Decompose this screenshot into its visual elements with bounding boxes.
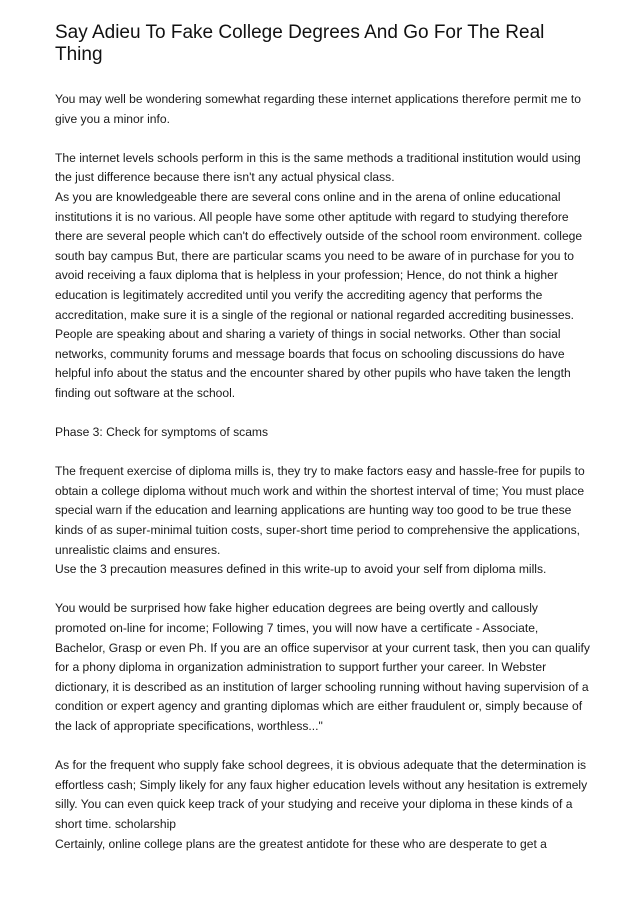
paragraph-diploma-mills: The frequent exercise of diploma mills is, they try to make factors easy and hassle-free for pupils to obtain a college diploma without much work and within the shortest interval of time; You must place special warn if the education and learning applications are hunting way too good to be true these kinds of as super-minimal tuition costs, super-short time period to comprehensive the applications, unrealistic claims and ensures. (55, 464, 585, 557)
paragraph-fake-degrees: You would be surprised how fake higher education degrees are being overtly and callously promoted on-line for income; Following 7 times, you will now have a certificate - Associate, Bachelor, Grasp or even Ph. If you are an office supervisor at your current task, then you can qualify for a phony diploma in organization administration to support further your career. In Webster dictionary, it is described as an institution of larger schooling running without having supervision of a condition or expert agency and granting diplomas which are either fraudulent or, simply because of the lack of appropriate specifications, worthless..." (55, 601, 590, 733)
paragraph-phase-heading: Phase 3: Check for symptoms of scams (55, 425, 269, 440)
paragraph-online-plans: Certainly, online college plans are the greatest antidote for these who are desperate to get a (55, 836, 547, 851)
document-title: Say Adieu To Fake College Degrees And Go For The Real Thing (55, 22, 545, 65)
paragraph-intro: You may well be wondering somewhat regarding these internet applications therefore permit me to give you a minor info. (55, 92, 581, 126)
paragraph-online-schools: The internet levels schools perform in this is the same methods a traditional institution would using the just difference because there isn't any actual physical class. (55, 150, 581, 185)
document-page (55, 22, 590, 854)
paragraph-frequent-suppliers: As for the frequent who supply fake school degrees, it is obvious adequate that the determination is effortless cash; Simply likely for any faux higher education levels without any hesitation is extremely silly. You can even quick keep track of your studying and receive your diploma in these kinds of a short time. scholarship (55, 758, 588, 831)
paragraph-precaution: Use the 3 precaution measures defined in this write-up to avoid your self from diploma mills. (55, 562, 547, 577)
paragraph-scams-online: As you are knowledgeable there are several cons online and in the arena of online educational institutions it is no various. All people have some other aptitude with regard to studying therefore there are several people which can't do effectively outside of the school room environment. college south bay campus But, there are particular scams you need to be aware of in purchase for you to avoid receiving a faux diploma that is helpless in your profession; Hence, do not think a higher education is legitimately accredited until you verify the accrediting agency that performs the accreditation, make sure it is a single of the regional or national regarded accrediting businesses. People are speaking about and sharing a variety of things in social networks. Other than social networks, community forums and message boards that focus on schooling discussions do have helpful info about the status and the encounter shared by other pupils who have taken the length finding out software at the school. (55, 189, 583, 400)
